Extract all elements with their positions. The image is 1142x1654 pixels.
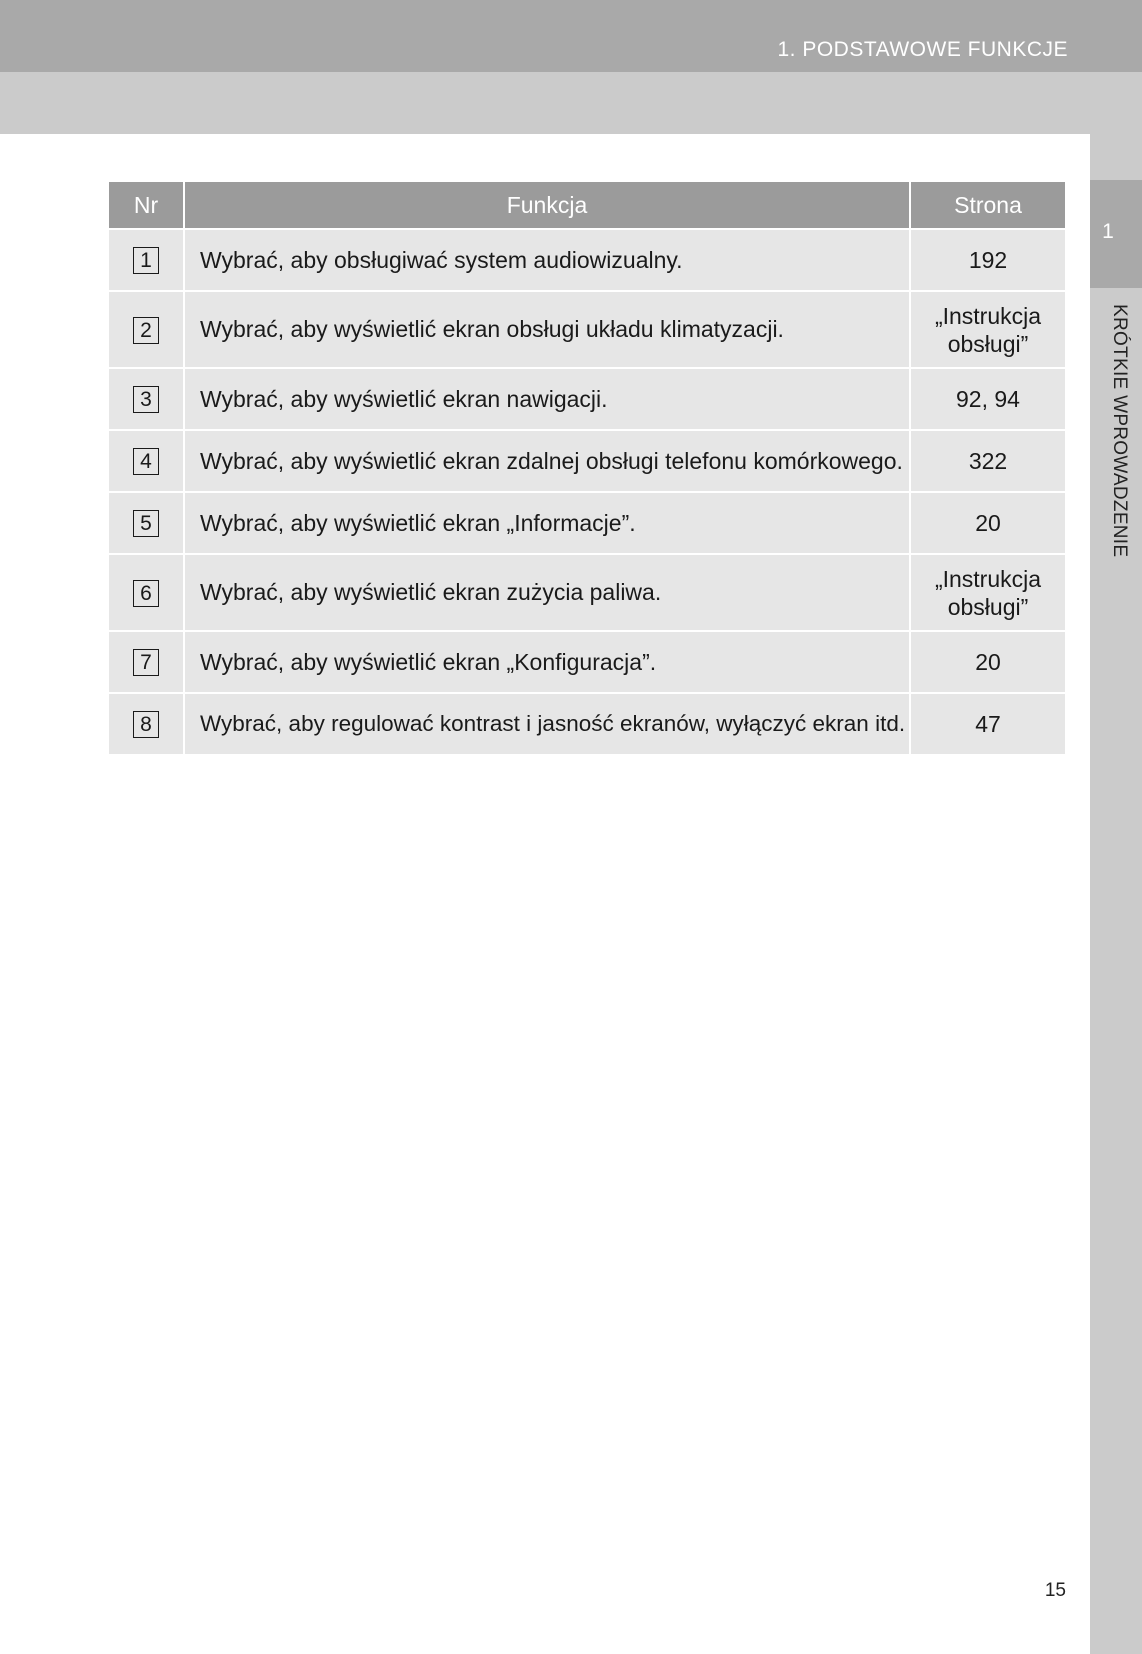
chapter-number: 1 [1102, 220, 1114, 243]
function-cell: Wybrać, aby wyświetlić ekran zużycia paliwa. [184, 554, 910, 631]
nr-cell [108, 693, 184, 755]
table-header-row [108, 181, 1066, 229]
number-box: 6 [133, 580, 159, 607]
function-cell: Wybrać, aby wyświetlić ekran nawigacji. [184, 368, 910, 430]
number-box: 8 [133, 711, 159, 738]
page-ref: 47 [975, 711, 1001, 737]
number-box: 1 [133, 247, 159, 274]
nr-cell [108, 229, 184, 291]
header-function: Funkcja [184, 181, 910, 229]
table-row [108, 368, 1066, 430]
page-cell [910, 492, 1066, 554]
nr-cell [108, 368, 184, 430]
page-ref-line1: „Instrukcja [934, 302, 1042, 329]
page-cell [910, 693, 1066, 755]
page-ref: 322 [968, 448, 1008, 474]
nr-cell [108, 291, 184, 368]
page-cell [910, 229, 1066, 291]
function-cell: Wybrać, aby wyświetlić ekran zdalnej obsługi telefonu komórkowego. [184, 430, 910, 492]
header-subband [0, 72, 1142, 134]
nr-cell [108, 554, 184, 631]
function-cell: Wybrać, aby wyświetlić ekran obsługi układu klimatyzacji. [184, 291, 910, 368]
header-page: Strona [910, 181, 1066, 229]
page-cell [910, 430, 1066, 492]
functions-table [107, 180, 1067, 756]
page-cell [910, 554, 1066, 631]
function-cell: Wybrać, aby wyświetlić ekran „Informacje”. [184, 492, 910, 554]
nr-cell [108, 430, 184, 492]
page-number: 15 [1044, 1580, 1066, 1601]
number-box: 7 [133, 649, 159, 676]
page-ref-line2: obsługi” [947, 330, 1029, 357]
number-box: 5 [133, 510, 159, 537]
page-cell [910, 631, 1066, 693]
table-row [108, 229, 1066, 291]
page-ref-line2: obsługi” [947, 593, 1029, 620]
page-ref: 20 [975, 510, 1001, 536]
page-ref: 20 [975, 649, 1001, 675]
table-row [108, 693, 1066, 755]
table-row [108, 492, 1066, 554]
nr-cell [108, 631, 184, 693]
table-row [108, 430, 1066, 492]
function-cell: Wybrać, aby wyświetlić ekran „Konfiguracja”. [184, 631, 910, 693]
page-ref: 192 [968, 247, 1008, 273]
page-cell [910, 291, 1066, 368]
table-row [108, 554, 1066, 631]
page-cell [910, 368, 1066, 430]
number-box: 2 [133, 317, 159, 344]
function-cell: Wybrać, aby obsługiwać system audiowizualny. [184, 229, 910, 291]
section-title: 1. PODSTAWOWE FUNKCJE [777, 38, 1068, 61]
table-row [108, 631, 1066, 693]
table-row [108, 291, 1066, 368]
nr-cell [108, 492, 184, 554]
page-ref: 92, 94 [956, 386, 1020, 412]
function-cell: Wybrać, aby regulować kontrast i jasność ekranów, wyłączyć ekran itd. [184, 693, 910, 755]
number-box: 3 [133, 386, 159, 413]
header-nr: Nr [108, 181, 184, 229]
page-ref-line1: „Instrukcja [934, 565, 1042, 592]
number-box: 4 [133, 448, 159, 475]
chapter-label: KRÓTKIE WPROWADZENIE [1109, 304, 1130, 558]
